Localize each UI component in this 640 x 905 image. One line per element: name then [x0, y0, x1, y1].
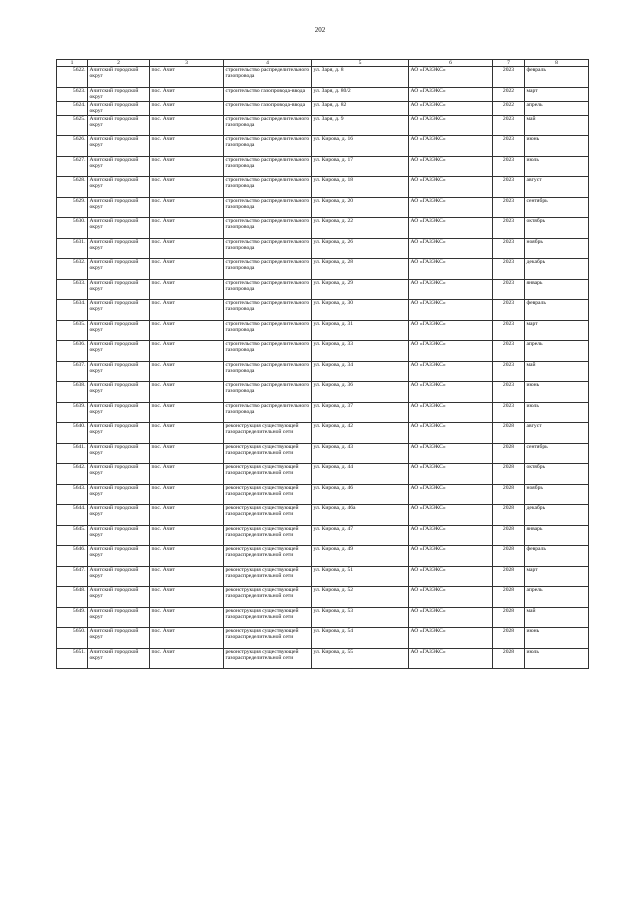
table-row: [57, 238, 589, 259]
column-number-7: 7: [493, 60, 525, 67]
work-type-cell: строительство распределительного газопровода: [224, 320, 312, 341]
year-cell: 2023: [493, 238, 525, 259]
table-row: [57, 607, 589, 628]
municipality-cell: Ачитский городской округ: [88, 484, 150, 505]
municipality-cell: Ачитский городской округ: [88, 259, 150, 280]
work-type-cell: строительство газопровода-ввода: [224, 87, 312, 101]
month-cell: ноябрь: [525, 484, 589, 505]
row-number-cell: 5649.: [57, 607, 88, 628]
municipality-cell: Ачитский городской округ: [88, 628, 150, 649]
municipality-cell: Ачитский городской округ: [88, 587, 150, 608]
year-cell: 2023: [493, 320, 525, 341]
settlement-cell: пос. Ачит: [150, 587, 224, 608]
column-number-row: [57, 60, 589, 67]
year-cell: 2028: [493, 546, 525, 567]
settlement-cell: пос. Ачит: [150, 136, 224, 157]
row-number-cell: 5633.: [57, 279, 88, 300]
contractor-cell: АО «ГАЗЭКС»: [409, 259, 493, 280]
table-row: [57, 443, 589, 464]
row-number-cell: 5645.: [57, 525, 88, 546]
contractor-cell: АО «ГАЗЭКС»: [409, 320, 493, 341]
year-cell: 2028: [493, 566, 525, 587]
contractor-cell: АО «ГАЗЭКС»: [409, 115, 493, 136]
table-row: [57, 505, 589, 526]
work-type-cell: строительство распределительного газопровода: [224, 156, 312, 177]
contractor-cell: АО «ГАЗЭКС»: [409, 279, 493, 300]
work-type-cell: строительство распределительного газопровода: [224, 67, 312, 88]
row-number-cell: 5646.: [57, 546, 88, 567]
settlement-cell: пос. Ачит: [150, 361, 224, 382]
municipality-cell: Ачитский городской округ: [88, 101, 150, 115]
year-cell: 2028: [493, 607, 525, 628]
municipality-cell: Ачитский городской округ: [88, 67, 150, 88]
settlement-cell: пос. Ачит: [150, 177, 224, 198]
year-cell: 2023: [493, 402, 525, 423]
row-number-cell: 5625.: [57, 115, 88, 136]
column-number-4: 4: [224, 60, 312, 67]
settlement-cell: пос. Ачит: [150, 402, 224, 423]
contractor-cell: АО «ГАЗЭКС»: [409, 300, 493, 321]
work-type-cell: реконструкция существующей газораспределительной сети: [224, 587, 312, 608]
settlement-cell: пос. Ачит: [150, 300, 224, 321]
address-cell: ул. Кирова, д. 44: [312, 464, 409, 485]
row-number-cell: 5640.: [57, 423, 88, 444]
address-cell: ул. Кирова, д. 46: [312, 484, 409, 505]
month-cell: ноябрь: [525, 238, 589, 259]
month-cell: февраль: [525, 300, 589, 321]
contractor-cell: АО «ГАЗЭКС»: [409, 525, 493, 546]
municipality-cell: Ачитский городской округ: [88, 136, 150, 157]
row-number-cell: 5634.: [57, 300, 88, 321]
row-number-cell: 5623.: [57, 87, 88, 101]
work-type-cell: строительство распределительного газопровода: [224, 361, 312, 382]
address-cell: ул. Заря, д. 80/2: [312, 87, 409, 101]
address-cell: ул. Кирова, д. 28: [312, 259, 409, 280]
work-type-cell: строительство распределительного газопровода: [224, 238, 312, 259]
year-cell: 2023: [493, 259, 525, 280]
column-number-2: 2: [88, 60, 150, 67]
municipality-cell: Ачитский городской округ: [88, 87, 150, 101]
address-cell: ул. Кирова, д. 20: [312, 197, 409, 218]
row-number-cell: 5627.: [57, 156, 88, 177]
contractor-cell: АО «ГАЗЭКС»: [409, 87, 493, 101]
table-row: [57, 300, 589, 321]
work-type-cell: реконструкция существующей газораспределительной сети: [224, 484, 312, 505]
municipality-cell: Ачитский городской округ: [88, 156, 150, 177]
month-cell: апрель: [525, 587, 589, 608]
work-type-cell: строительство распределительного газопровода: [224, 197, 312, 218]
settlement-cell: пос. Ачит: [150, 101, 224, 115]
address-cell: ул. Кирова, д. 22: [312, 218, 409, 239]
year-cell: 2023: [493, 341, 525, 362]
year-cell: 2022: [493, 101, 525, 115]
work-type-cell: строительство распределительного газопровода: [224, 218, 312, 239]
row-number-cell: 5637.: [57, 361, 88, 382]
month-cell: июнь: [525, 628, 589, 649]
settlement-cell: пос. Ачит: [150, 464, 224, 485]
municipality-cell: Ачитский городской округ: [88, 382, 150, 403]
work-type-cell: строительство распределительного газопровода: [224, 382, 312, 403]
contractor-cell: АО «ГАЗЭКС»: [409, 341, 493, 362]
work-type-cell: реконструкция существующей газораспределительной сети: [224, 525, 312, 546]
contractor-cell: АО «ГАЗЭКС»: [409, 566, 493, 587]
year-cell: 2023: [493, 115, 525, 136]
month-cell: май: [525, 115, 589, 136]
municipality-cell: Ачитский городской округ: [88, 197, 150, 218]
column-number-8: 8: [525, 60, 589, 67]
row-number-cell: 5632.: [57, 259, 88, 280]
register-table: [56, 59, 589, 669]
table-row: [57, 648, 589, 669]
month-cell: июнь: [525, 382, 589, 403]
settlement-cell: пос. Ачит: [150, 341, 224, 362]
month-cell: апрель: [525, 101, 589, 115]
year-cell: 2023: [493, 136, 525, 157]
month-cell: август: [525, 423, 589, 444]
municipality-cell: Ачитский городской округ: [88, 546, 150, 567]
month-cell: январь: [525, 279, 589, 300]
year-cell: 2023: [493, 361, 525, 382]
work-type-cell: строительство распределительного газопровода: [224, 300, 312, 321]
contractor-cell: АО «ГАЗЭКС»: [409, 484, 493, 505]
table-row: [57, 361, 589, 382]
row-number-cell: 5650.: [57, 628, 88, 649]
settlement-cell: пос. Ачит: [150, 259, 224, 280]
address-cell: ул. Кирова, д. 26: [312, 238, 409, 259]
table-row: [57, 423, 589, 444]
address-cell: ул. Кирова, д. 52: [312, 587, 409, 608]
contractor-cell: АО «ГАЗЭКС»: [409, 402, 493, 423]
month-cell: июнь: [525, 136, 589, 157]
month-cell: сентябрь: [525, 443, 589, 464]
address-cell: ул. Кирова, д. 16: [312, 136, 409, 157]
settlement-cell: пос. Ачит: [150, 320, 224, 341]
contractor-cell: АО «ГАЗЭКС»: [409, 218, 493, 239]
year-cell: 2023: [493, 279, 525, 300]
year-cell: 2023: [493, 382, 525, 403]
row-number-cell: 5631.: [57, 238, 88, 259]
month-cell: август: [525, 177, 589, 198]
month-cell: март: [525, 87, 589, 101]
work-type-cell: строительство распределительного газопровода: [224, 402, 312, 423]
municipality-cell: Ачитский городской округ: [88, 525, 150, 546]
address-cell: ул. Кирова, д. 17: [312, 156, 409, 177]
table-row: [57, 320, 589, 341]
address-cell: ул. Кирова, д. 46а: [312, 505, 409, 526]
month-cell: июль: [525, 402, 589, 423]
municipality-cell: Ачитский городской округ: [88, 402, 150, 423]
settlement-cell: пос. Ачит: [150, 67, 224, 88]
municipality-cell: Ачитский городской округ: [88, 566, 150, 587]
month-cell: март: [525, 320, 589, 341]
month-cell: октябрь: [525, 218, 589, 239]
municipality-cell: Ачитский городской округ: [88, 279, 150, 300]
address-cell: ул. Кирова, д. 37: [312, 402, 409, 423]
municipality-cell: Ачитский городской округ: [88, 648, 150, 669]
month-cell: июль: [525, 156, 589, 177]
contractor-cell: АО «ГАЗЭКС»: [409, 177, 493, 198]
year-cell: 2023: [493, 197, 525, 218]
table-row: [57, 525, 589, 546]
contractor-cell: АО «ГАЗЭКС»: [409, 382, 493, 403]
settlement-cell: пос. Ачит: [150, 279, 224, 300]
year-cell: 2023: [493, 218, 525, 239]
row-number-cell: 5643.: [57, 484, 88, 505]
work-type-cell: реконструкция существующей газораспределительной сети: [224, 648, 312, 669]
month-cell: май: [525, 361, 589, 382]
table-row: [57, 259, 589, 280]
month-cell: февраль: [525, 67, 589, 88]
year-cell: 2023: [493, 300, 525, 321]
row-number-cell: 5647.: [57, 566, 88, 587]
contractor-cell: АО «ГАЗЭКС»: [409, 136, 493, 157]
year-cell: 2028: [493, 464, 525, 485]
address-cell: ул. Кирова, д. 53: [312, 607, 409, 628]
contractor-cell: АО «ГАЗЭКС»: [409, 423, 493, 444]
address-cell: ул. Кирова, д. 43: [312, 443, 409, 464]
table-row: [57, 197, 589, 218]
contractor-cell: АО «ГАЗЭКС»: [409, 197, 493, 218]
contractor-cell: АО «ГАЗЭКС»: [409, 505, 493, 526]
municipality-cell: Ачитский городской округ: [88, 218, 150, 239]
settlement-cell: пос. Ачит: [150, 382, 224, 403]
settlement-cell: пос. Ачит: [150, 87, 224, 101]
address-cell: ул. Кирова, д. 51: [312, 566, 409, 587]
settlement-cell: пос. Ачит: [150, 197, 224, 218]
row-number-cell: 5638.: [57, 382, 88, 403]
settlement-cell: пос. Ачит: [150, 218, 224, 239]
municipality-cell: Ачитский городской округ: [88, 505, 150, 526]
work-type-cell: строительство распределительного газопровода: [224, 259, 312, 280]
year-cell: 2028: [493, 525, 525, 546]
page-number: 202: [314, 26, 326, 34]
settlement-cell: пос. Ачит: [150, 443, 224, 464]
row-number-cell: 5642.: [57, 464, 88, 485]
table-row: [57, 218, 589, 239]
address-cell: ул. Заря, д. 8: [312, 67, 409, 88]
year-cell: 2028: [493, 423, 525, 444]
column-number-5: 5: [312, 60, 409, 67]
address-cell: ул. Кирова, д. 34: [312, 361, 409, 382]
row-number-cell: 5651.: [57, 648, 88, 669]
table-row: [57, 546, 589, 567]
municipality-cell: Ачитский городской округ: [88, 423, 150, 444]
settlement-cell: пос. Ачит: [150, 505, 224, 526]
contractor-cell: АО «ГАЗЭКС»: [409, 156, 493, 177]
work-type-cell: строительство распределительного газопровода: [224, 115, 312, 136]
work-type-cell: реконструкция существующей газораспределительной сети: [224, 566, 312, 587]
table-row: [57, 402, 589, 423]
work-type-cell: строительство распределительного газопровода: [224, 136, 312, 157]
month-cell: сентябрь: [525, 197, 589, 218]
municipality-cell: Ачитский городской округ: [88, 300, 150, 321]
work-type-cell: строительство распределительного газопровода: [224, 177, 312, 198]
settlement-cell: пос. Ачит: [150, 607, 224, 628]
address-cell: ул. Кирова, д. 42: [312, 423, 409, 444]
row-number-cell: 5636.: [57, 341, 88, 362]
row-number-cell: 5630.: [57, 218, 88, 239]
address-cell: ул. Кирова, д. 18: [312, 177, 409, 198]
year-cell: 2028: [493, 484, 525, 505]
settlement-cell: пос. Ачит: [150, 238, 224, 259]
address-cell: ул. Кирова, д. 33: [312, 341, 409, 362]
column-number-3: 3: [150, 60, 224, 67]
row-number-cell: 5635.: [57, 320, 88, 341]
settlement-cell: пос. Ачит: [150, 115, 224, 136]
contractor-cell: АО «ГАЗЭКС»: [409, 607, 493, 628]
address-cell: ул. Кирова, д. 31: [312, 320, 409, 341]
settlement-cell: пос. Ачит: [150, 484, 224, 505]
month-cell: июль: [525, 648, 589, 669]
work-type-cell: реконструкция существующей газораспределительной сети: [224, 464, 312, 485]
work-type-cell: реконструкция существующей газораспределительной сети: [224, 423, 312, 444]
contractor-cell: АО «ГАЗЭКС»: [409, 587, 493, 608]
year-cell: 2023: [493, 177, 525, 198]
table-row: [57, 279, 589, 300]
address-cell: ул. Кирова, д. 54: [312, 628, 409, 649]
address-cell: ул. Кирова, д. 30: [312, 300, 409, 321]
year-cell: 2028: [493, 628, 525, 649]
month-cell: февраль: [525, 546, 589, 567]
table-row: [57, 177, 589, 198]
work-type-cell: реконструкция существующей газораспределительной сети: [224, 607, 312, 628]
address-cell: ул. Кирова, д. 36: [312, 382, 409, 403]
month-cell: октябрь: [525, 464, 589, 485]
row-number-cell: 5644.: [57, 505, 88, 526]
contractor-cell: АО «ГАЗЭКС»: [409, 101, 493, 115]
table-row: [57, 566, 589, 587]
address-cell: ул. Кирова, д. 29: [312, 279, 409, 300]
municipality-cell: Ачитский городской округ: [88, 607, 150, 628]
address-cell: ул. Кирова, д. 47: [312, 525, 409, 546]
table-row: [57, 587, 589, 608]
work-type-cell: строительство газопровода-ввода: [224, 101, 312, 115]
row-number-cell: 5648.: [57, 587, 88, 608]
column-number-6: 6: [409, 60, 493, 67]
table-row: [57, 136, 589, 157]
month-cell: апрель: [525, 341, 589, 362]
contractor-cell: АО «ГАЗЭКС»: [409, 443, 493, 464]
work-type-cell: реконструкция существующей газораспределительной сети: [224, 546, 312, 567]
month-cell: январь: [525, 525, 589, 546]
row-number-cell: 5622.: [57, 67, 88, 88]
work-type-cell: реконструкция существующей газораспределительной сети: [224, 443, 312, 464]
settlement-cell: пос. Ачит: [150, 423, 224, 444]
address-cell: ул. Заря, д. 9: [312, 115, 409, 136]
year-cell: 2022: [493, 87, 525, 101]
settlement-cell: пос. Ачит: [150, 566, 224, 587]
table-row: [57, 382, 589, 403]
contractor-cell: АО «ГАЗЭКС»: [409, 238, 493, 259]
settlement-cell: пос. Ачит: [150, 648, 224, 669]
row-number-cell: 5626.: [57, 136, 88, 157]
table-row: [57, 464, 589, 485]
year-cell: 2028: [493, 505, 525, 526]
address-cell: ул. Кирова, д. 55: [312, 648, 409, 669]
column-number-1: 1: [57, 60, 88, 67]
municipality-cell: Ачитский городской округ: [88, 177, 150, 198]
year-cell: 2028: [493, 648, 525, 669]
year-cell: 2028: [493, 587, 525, 608]
month-cell: март: [525, 566, 589, 587]
row-number-cell: 5639.: [57, 402, 88, 423]
row-number-cell: 5628.: [57, 177, 88, 198]
work-type-cell: строительство распределительного газопровода: [224, 341, 312, 362]
table-row: [57, 341, 589, 362]
table-row: [57, 67, 589, 88]
contractor-cell: АО «ГАЗЭКС»: [409, 546, 493, 567]
month-cell: май: [525, 607, 589, 628]
settlement-cell: пос. Ачит: [150, 546, 224, 567]
work-type-cell: строительство распределительного газопровода: [224, 279, 312, 300]
contractor-cell: АО «ГАЗЭКС»: [409, 464, 493, 485]
contractor-cell: АО «ГАЗЭКС»: [409, 628, 493, 649]
municipality-cell: Ачитский городской округ: [88, 115, 150, 136]
contractor-cell: АО «ГАЗЭКС»: [409, 67, 493, 88]
contractor-cell: АО «ГАЗЭКС»: [409, 361, 493, 382]
address-cell: ул. Кирова, д. 49: [312, 546, 409, 567]
settlement-cell: пос. Ачит: [150, 525, 224, 546]
table-body: [57, 60, 589, 669]
row-number-cell: 5629.: [57, 197, 88, 218]
work-type-cell: реконструкция существующей газораспределительной сети: [224, 628, 312, 649]
month-cell: декабрь: [525, 505, 589, 526]
settlement-cell: пос. Ачит: [150, 156, 224, 177]
row-number-cell: 5641.: [57, 443, 88, 464]
table-row: [57, 484, 589, 505]
year-cell: 2028: [493, 443, 525, 464]
municipality-cell: Ачитский городской округ: [88, 443, 150, 464]
municipality-cell: Ачитский городской округ: [88, 238, 150, 259]
contractor-cell: АО «ГАЗЭКС»: [409, 648, 493, 669]
address-cell: ул. Заря, д. 82: [312, 101, 409, 115]
work-type-cell: реконструкция существующей газораспределительной сети: [224, 505, 312, 526]
table-row: [57, 115, 589, 136]
municipality-cell: Ачитский городской округ: [88, 361, 150, 382]
row-number-cell: 5624.: [57, 101, 88, 115]
month-cell: декабрь: [525, 259, 589, 280]
year-cell: 2023: [493, 156, 525, 177]
table-row: [57, 101, 589, 115]
municipality-cell: Ачитский городской округ: [88, 320, 150, 341]
table-row: [57, 87, 589, 101]
table-row: [57, 156, 589, 177]
municipality-cell: Ачитский городской округ: [88, 464, 150, 485]
year-cell: 2023: [493, 67, 525, 88]
settlement-cell: пос. Ачит: [150, 628, 224, 649]
municipality-cell: Ачитский городской округ: [88, 341, 150, 362]
table-row: [57, 628, 589, 649]
